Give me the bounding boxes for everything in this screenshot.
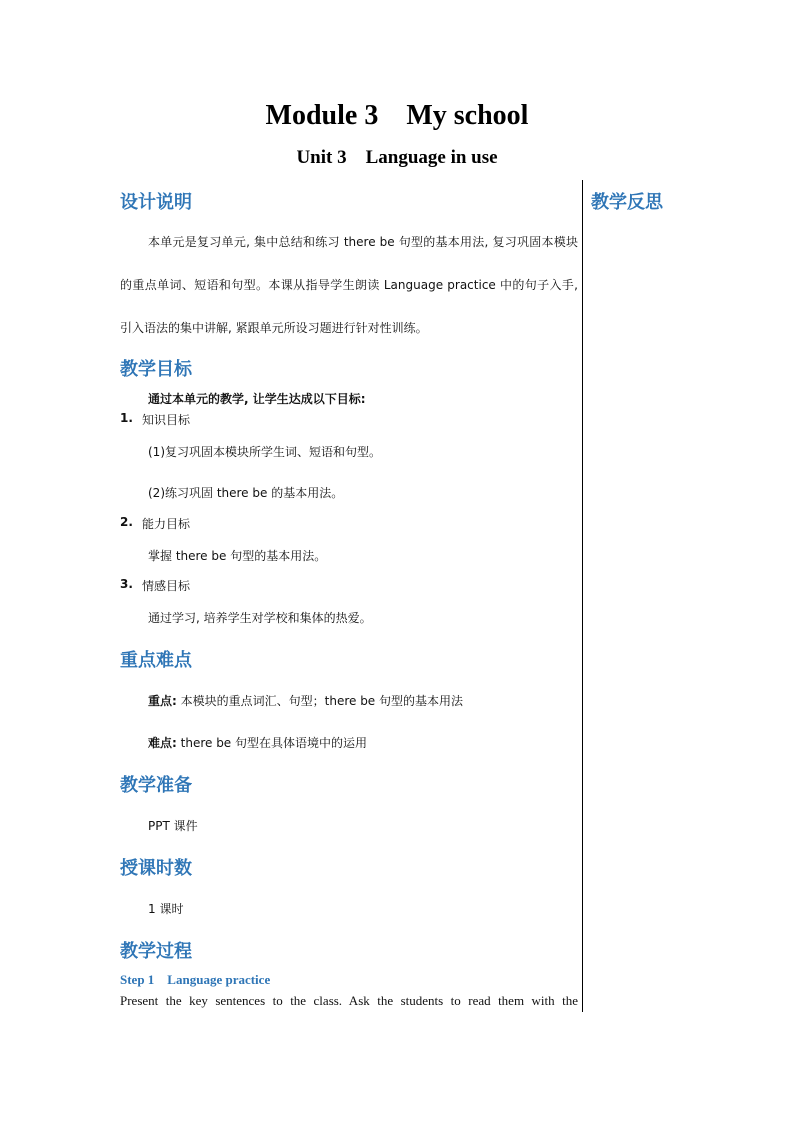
design-paragraph: 本单元是复习单元, 集中总结和练习 there be 句型的基本用法, 复习巩固本模块的重点单词、短语和句型。本课从指导学生朗读 Language practice 中的句子入手, 引入语法的集中讲解, 紧跟单元所设习题进行针对性训练。 xyxy=(120,235,578,335)
document-subtitle: Unit 3 Language in use xyxy=(296,147,498,168)
preparation-text: PPT 课件 xyxy=(148,819,198,833)
objective-number-3: 3. xyxy=(120,577,133,591)
objective-number-2: 2. xyxy=(120,515,133,529)
difficulty-label: 难点: xyxy=(148,736,177,750)
key-point-label: 重点: xyxy=(148,694,177,708)
key-point-line xyxy=(148,692,463,709)
objective-number-1: 1. xyxy=(120,411,133,425)
objective-label-1: 知识目标 xyxy=(142,413,191,427)
objectives-intro: 通过本单元的教学, 让学生达成以下目标: xyxy=(148,392,366,406)
emotion-item: 通过学习, 培养学生对学校和集体的热爱。 xyxy=(148,611,372,625)
hours-heading: 授课时数 xyxy=(120,858,192,879)
knowledge-item-1: (1)复习巩固本模块所学生词、短语和句型。 xyxy=(148,445,381,459)
reflection-heading: 教学反思 xyxy=(591,192,663,213)
ability-item: 掌握 there be 句型的基本用法。 xyxy=(148,549,327,563)
objective-label-3: 情感目标 xyxy=(142,579,191,593)
hours-text: 1 课时 xyxy=(148,902,184,916)
step-1-title: Step 1 Language practice xyxy=(120,972,271,987)
design-heading: 设计说明 xyxy=(120,192,192,213)
objective-label-2: 能力目标 xyxy=(142,517,191,531)
knowledge-item-2: (2)练习巩固 there be 的基本用法。 xyxy=(148,486,344,500)
document-title: Module 3 My school xyxy=(265,100,529,131)
difficulty-text: there be 句型在具体语境中的运用 xyxy=(176,736,368,750)
key-points-heading: 重点难点 xyxy=(120,650,192,671)
key-point-text: 本模块的重点词汇、句型；there be 句型的基本用法 xyxy=(176,694,464,708)
preparation-heading: 教学准备 xyxy=(120,775,192,796)
difficulty-line xyxy=(148,734,367,751)
process-heading: 教学过程 xyxy=(120,941,192,962)
objectives-heading: 教学目标 xyxy=(120,359,192,380)
column-divider xyxy=(582,180,583,1012)
step-1-text: Present the key sentences to the class. Ask the students to read them with the xyxy=(120,993,578,1008)
